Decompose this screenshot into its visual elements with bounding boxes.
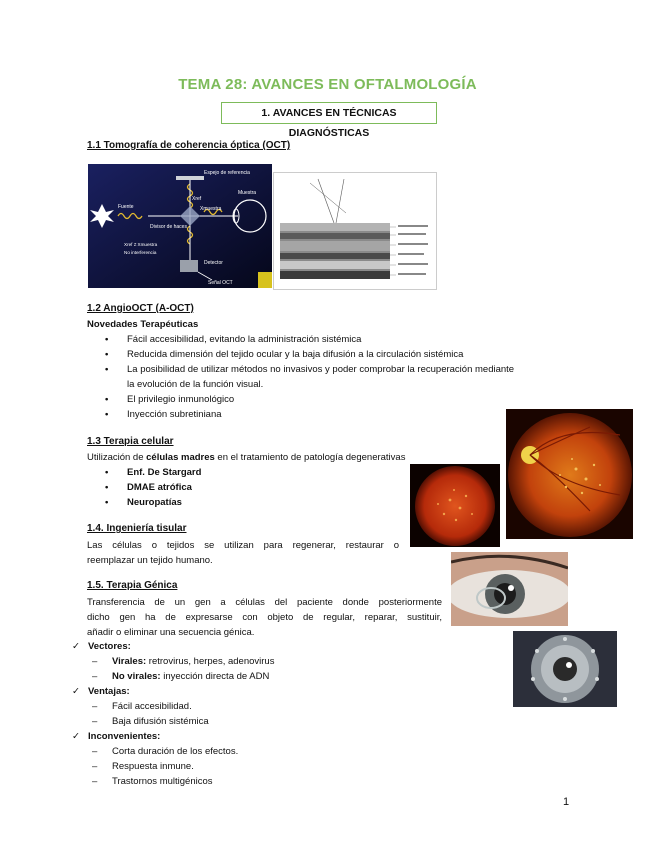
section-heading-box: 1. AVANCES EN TÉCNICAS DIAGNÓSTICAS: [221, 102, 437, 124]
eye-implant-image: [451, 552, 568, 626]
heading-angiooct: 1.2 AngioOCT (A-OCT): [87, 303, 194, 314]
label-detector: Detector: [204, 260, 223, 266]
dash-item: [72, 744, 472, 759]
text-ingenieria-1: Las células o tejidos se utilizan para regenerar, restaurar o: [87, 540, 399, 551]
dash-item: [72, 759, 472, 774]
page-number: 1: [563, 796, 570, 808]
list-item: • Inyección subretiniana: [87, 407, 607, 422]
dash-item: [72, 669, 472, 684]
check-item-vectores: [72, 639, 472, 654]
text: Fácil accesibilidad.: [112, 701, 192, 712]
text-terapia-celular: [87, 450, 405, 465]
text: inyección directa de ADN: [160, 671, 270, 682]
label: Inconvenientes:: [88, 731, 161, 742]
heading-terapia-genica: 1.5. Terapia Génica: [87, 580, 178, 591]
label-no-interf-1: Xref ≠ Xmuestra: [124, 242, 158, 247]
text: Corta duración de los efectos.: [112, 746, 239, 757]
check-item-inconvenientes: [72, 729, 472, 744]
dash-item: [72, 774, 472, 789]
text-bold: células madres: [146, 452, 215, 463]
dash-item: [72, 699, 472, 714]
text-ingenieria-2: reemplazar un tejido humano.: [87, 555, 213, 566]
eye-lens-implant-image: [513, 631, 617, 707]
label: Vectores:: [88, 641, 131, 652]
text-genica-3: añadir o eliminar una secuencia génica.: [87, 627, 255, 638]
check-icon: ✓: [72, 686, 80, 697]
text-genica-2: dicho gen ha de expresarse con objeto de regular, reparar, sustituir,: [87, 612, 442, 623]
label-fuente: Fuente: [118, 204, 134, 210]
label-xmuestra: Xmuestra: [200, 206, 222, 212]
label-senal: Señal OCT: [208, 280, 233, 286]
heading-oct: 1.1 Tomografía de coherencia óptica (OCT): [87, 140, 291, 151]
text-part: en el tratamiento de patología degenerativas: [214, 452, 406, 463]
label-espejo: Espejo de referencia: [204, 170, 250, 176]
label-no-interf-2: No interferencia: [124, 250, 157, 255]
dash-icon: –: [92, 776, 98, 787]
detector-box: [180, 260, 198, 272]
oct-diagram: [88, 164, 272, 288]
label-divisor: Divisor de haces: [150, 224, 187, 230]
list-item-continuation: la evolución de la función visual.: [127, 379, 264, 390]
fundus-image-large: [506, 409, 633, 539]
check-icon: ✓: [72, 641, 80, 652]
text-part: Utilización de: [87, 452, 147, 463]
oct-signal-bar: [258, 272, 272, 288]
text: Baja difusión sistémica: [112, 716, 209, 727]
dash-item: [72, 654, 472, 669]
list-terapia-celular: [87, 465, 387, 510]
label-muestra: Muestra: [238, 190, 257, 196]
dash-icon: –: [92, 761, 98, 772]
list-item: • Neuropatías: [87, 495, 387, 510]
fundus-image-small: [410, 464, 500, 547]
label: Ventajas:: [88, 686, 130, 697]
text: Trastornos multigénicos: [112, 776, 213, 787]
text-genica-1: Transferencia de un gen a células del paciente donde posteriormente: [87, 597, 442, 608]
dash-item: [72, 714, 472, 729]
list-item: • La posibilidad de utilizar métodos no invasivos y poder comprobar la recuperación mediante: [87, 362, 607, 377]
list-item: • Reducida dimensión del tejido ocular y la baja difusión a la circulación sistémica: [87, 347, 607, 362]
label-xref: Xref: [192, 196, 202, 202]
dash-icon: –: [92, 656, 98, 667]
label-bold: No virales:: [112, 671, 161, 682]
check-icon: ✓: [72, 731, 80, 742]
gene-therapy-lists: [72, 639, 472, 789]
page-title: TEMA 28: AVANCES EN OFTALMOLOGÍA: [178, 76, 477, 93]
oct-retina-scan: [273, 172, 437, 290]
label-bold: Virales:: [112, 656, 147, 667]
dash-icon: –: [92, 701, 98, 712]
text: Respuesta inmune.: [112, 761, 194, 772]
dash-icon: –: [92, 746, 98, 757]
subheading-novedades: Novedades Terapéuticas: [87, 319, 199, 330]
heading-terapia-celular: 1.3 Terapia celular: [87, 436, 174, 447]
dash-icon: –: [92, 671, 98, 682]
oct-diagram-svg: [88, 164, 272, 288]
reference-mirror: [176, 176, 204, 180]
list-item: • DMAE atrófica: [87, 480, 387, 495]
check-item-ventajas: [72, 684, 472, 699]
list-item: • El privilegio inmunológico: [87, 392, 607, 407]
list-item: • Fácil accesibilidad, evitando la administración sistémica: [87, 332, 607, 347]
text: retrovirus, herpes, adenovirus: [146, 656, 275, 667]
list-item: • Enf. De Stargard: [87, 465, 387, 480]
dash-icon: –: [92, 716, 98, 727]
heading-ingenieria: 1.4. Ingeniería tisular: [87, 523, 187, 534]
